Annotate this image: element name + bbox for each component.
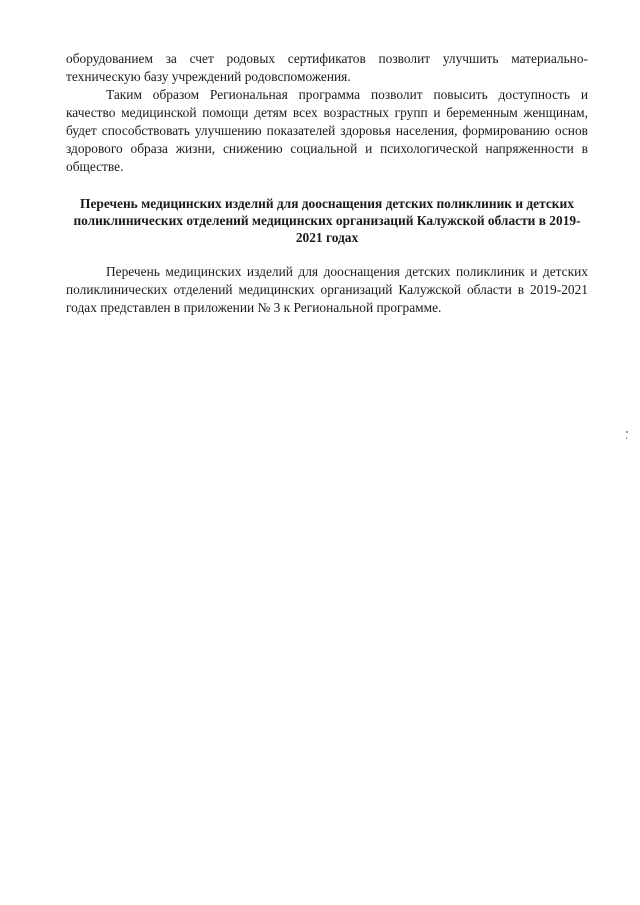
section-heading: Перечень медицинских изделий для дооснащения детских поликлиник и детских поликлинических отделений медицинских организаций Калужской области в 2019-2021 годах [73, 196, 581, 245]
paragraph-continuation: оборудованием за счет родовых сертификатов позволит улучшить материально-техническую базу учреждений родовспоможения. [66, 51, 588, 84]
scan-speck-mark [626, 437, 627, 439]
scan-speck-mark [626, 431, 628, 433]
document-body [66, 50, 588, 317]
section-body-paragraph: Перечень медицинских изделий для дооснащения детских поликлиник и детских поликлинических отделений медицинских организаций Калужской области в 2019-2021 годах представлен в приложении № 3 к Региональной программе. [66, 264, 588, 315]
paragraph-conclusion: Таким образом Региональная программа позволит повысить доступность и качество медицинской помощи детям всех возрастных групп и беременным женщинам, будет способствовать улучшению показателей здоровья населения, формированию основ здорового образа жизни, снижению социальной и психологической напряженности в обществе. [66, 87, 588, 174]
